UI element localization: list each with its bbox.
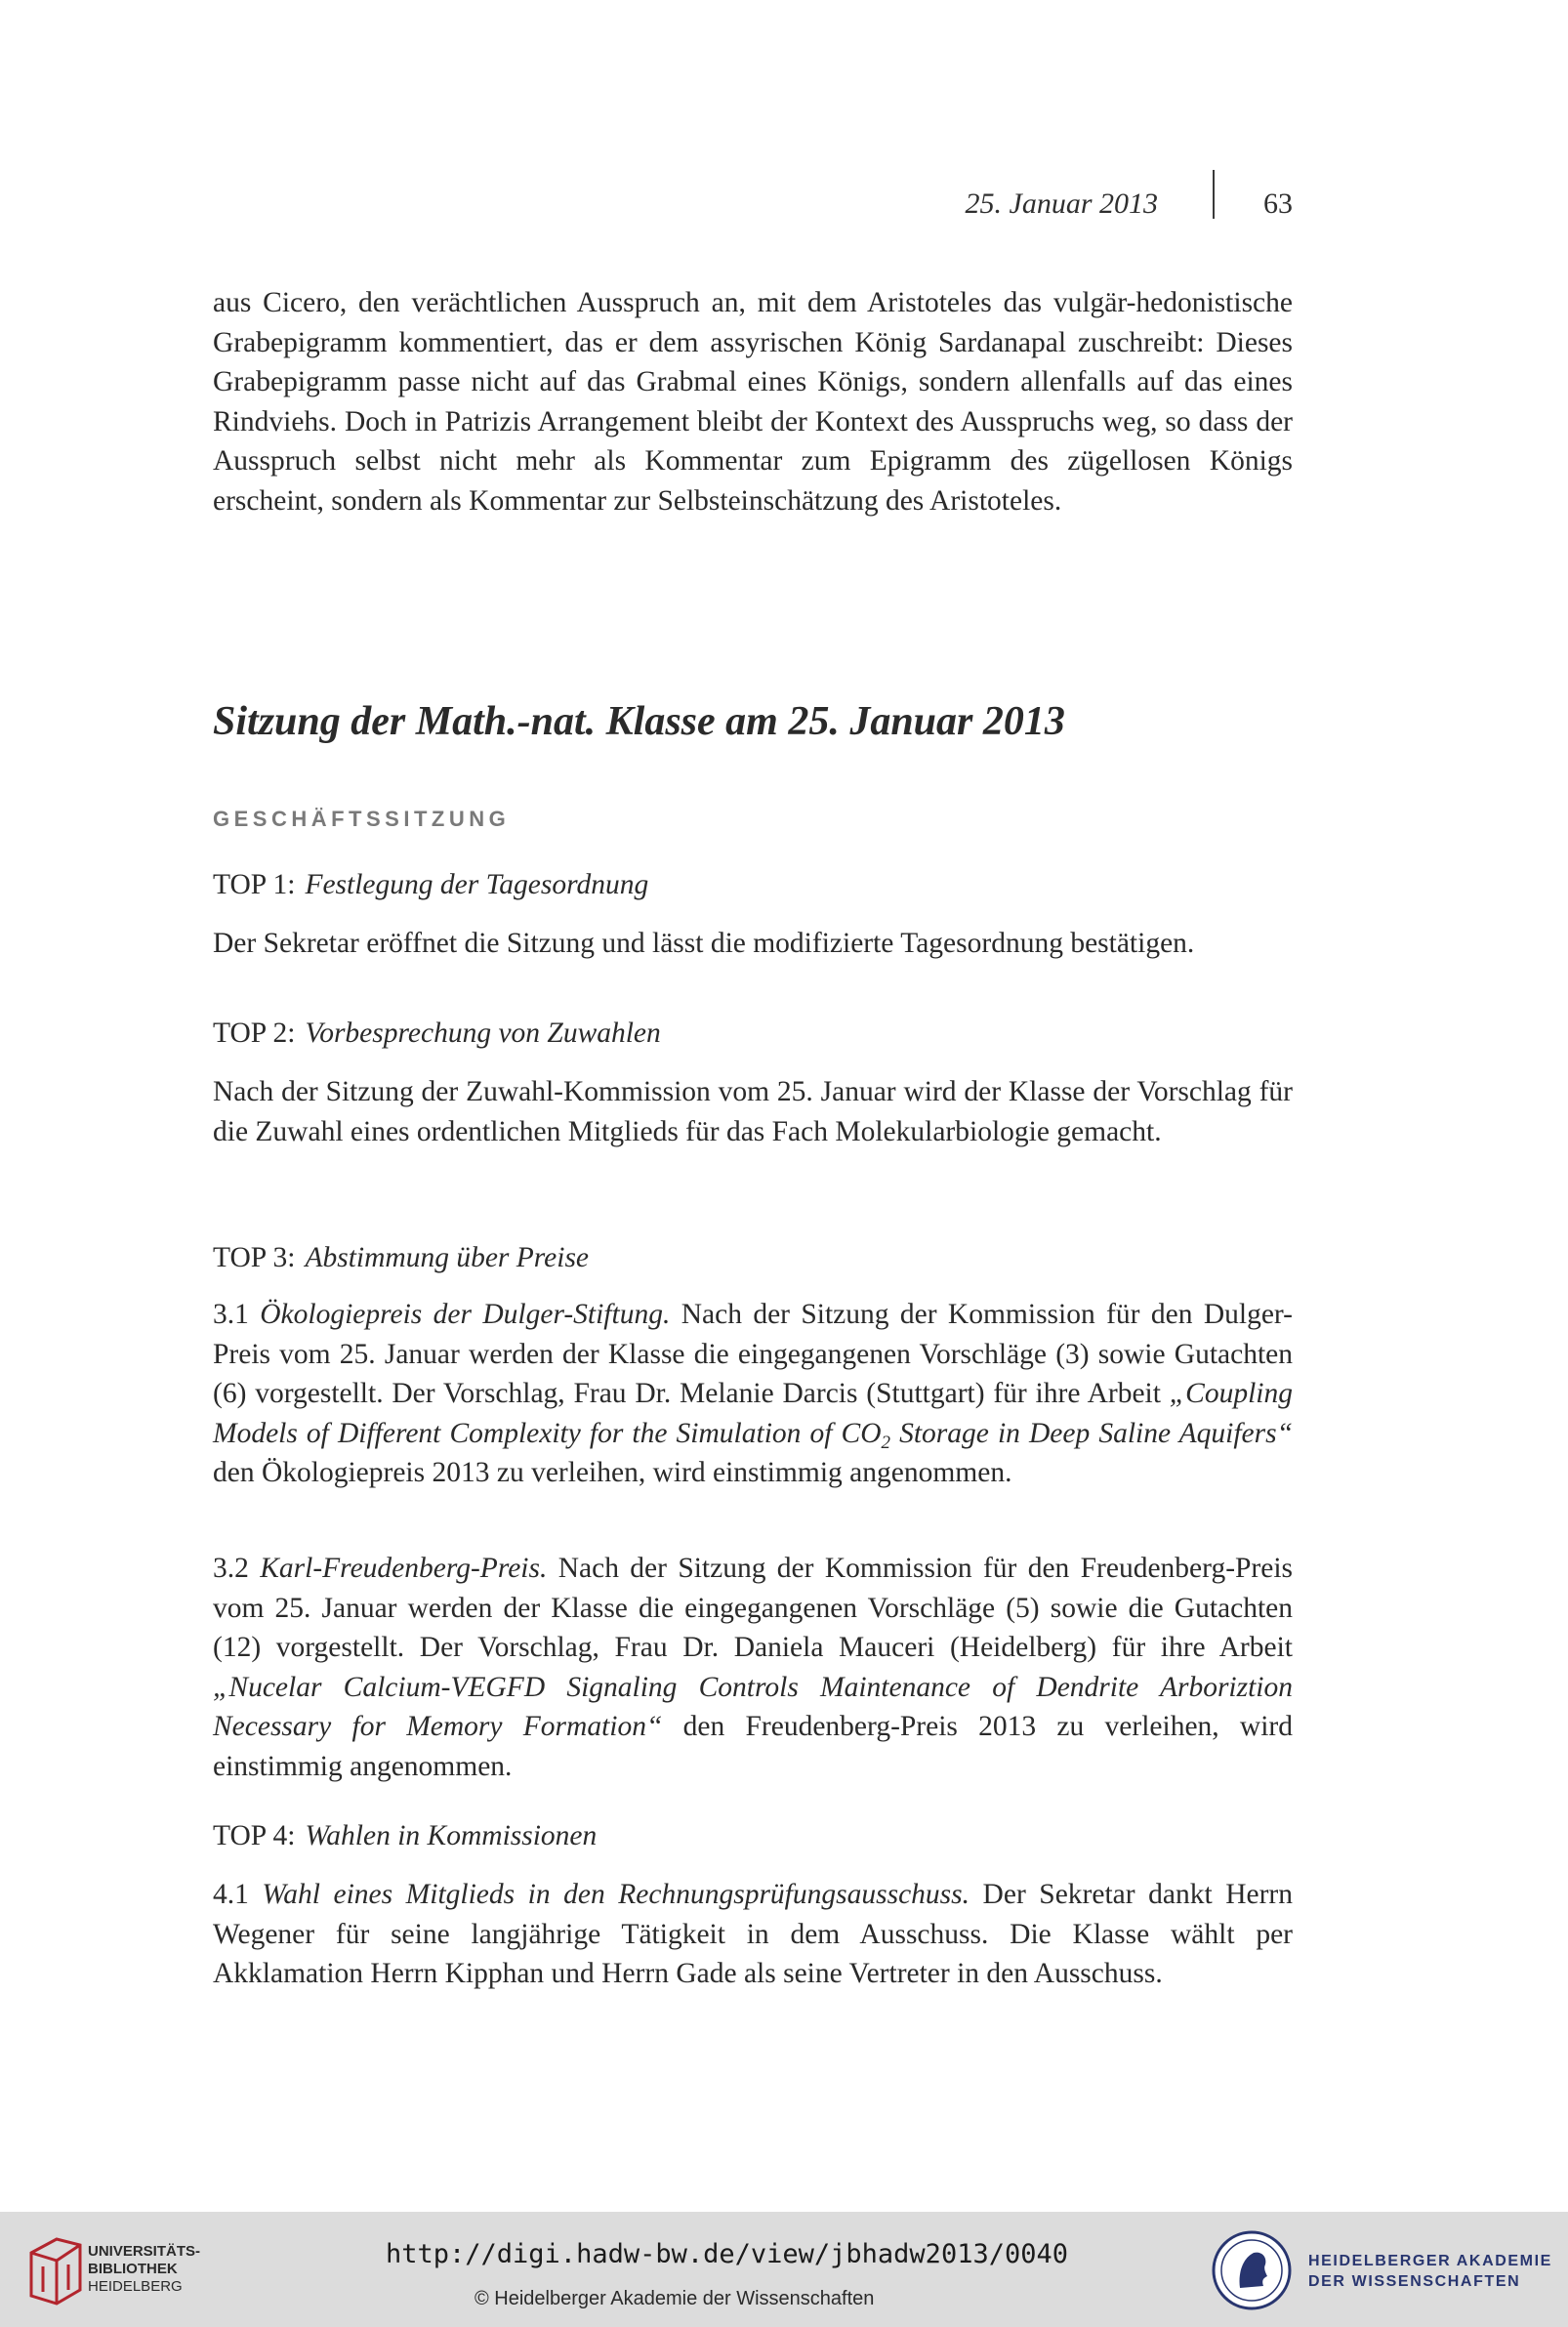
library-line2: BIBLIOTHEK (88, 2261, 178, 2277)
top1-topic: Festlegung der Tagesordnung (305, 869, 649, 900)
academy-seal-icon (1211, 2229, 1293, 2311)
library-line1: UNIVERSITÄTS- (88, 2243, 201, 2260)
copyright-notice: © Heidelberger Akademie der Wissenschaften (475, 2288, 875, 2309)
top1-text: Der Sekretar eröffnet die Sitzung und lässt die modifizierte Tagesordnung bestätigen. (213, 928, 1195, 959)
intro-paragraph: aus Cicero, den verächtlichen Ausspruch an, mit dem Aristoteles das vulgär-hedonistische Grabepigramm kommentiert, das er dem assyrischen König Sardanapal zuschreibt: Dieses Grabepigramm passe nicht auf das Grabmal eines Königs, sondern allenfalls auf das eines Rindviehs. Doch in Patrizis Arrangement bleibt der Kontext des Ausspruchs weg, so dass der Ausspruch selbst nicht mehr als Kommentar zum Epigramm des zügellosen Königs erscheint, sondern als Kommentar zur Selbsteinschätzung des Aristoteles. (213, 287, 1293, 517)
top3-item1 (213, 1295, 1293, 1493)
section-title: Sitzung der Math.-nat. Klasse am 25. Januar 2013 (213, 699, 1065, 744)
subsection-heading: GESCHÄFTSSITZUNG (213, 807, 511, 831)
top2-label: TOP 2: (213, 1018, 296, 1049)
top1-label: TOP 1: (213, 869, 296, 900)
running-head-date: 25. Januar 2013 (965, 187, 1158, 220)
top3-item1-work-b: Storage in Deep Saline Aquifers“ (890, 1417, 1293, 1449)
academy-line1: HEIDELBERGER AKADEMIE (1308, 2253, 1552, 2269)
top4-heading (213, 1820, 597, 1852)
page-number: 63 (1263, 187, 1293, 220)
running-head (213, 166, 1293, 225)
top4-topic: Wahlen in Kommissionen (305, 1820, 598, 1851)
top2-text: Nach der Sitzung der Zuwahl-Kommission vom 25. Januar wird der Klasse der Vorschlag für die Zuwahl eines ordentlichen Mitglieds für das Fach Molekularbiologie gemacht. (213, 1076, 1293, 1147)
top3-item2-title: Karl-Freudenberg-Preis. (260, 1553, 548, 1584)
top4-item1-title: Wahl eines Mitglieds in den Rechnungsprüfungsausschuss. (262, 1879, 970, 1910)
top3-item1-title: Ökologiepreis der Dulger-Stiftung. (260, 1299, 671, 1330)
top3-item2-text-a: Nach der Sitzung der Kommission für den Freudenberg-Preis vom 25. Januar werden der Klasse die eingegangenen Vorschläge (5) sowie die Gutachten (12) vorgestellt. Der Vorschlag, Frau Dr. Daniela Mauceri (Heidelberg) für ihre Arbeit (213, 1553, 1294, 1663)
footer-bar (0, 2212, 1568, 2327)
running-head-divider (1213, 170, 1215, 219)
top3-item1-work-sub: 2 (881, 1432, 891, 1453)
top3-item2-text-b: den Freudenberg-Preis 2013 zu verleihen, wird einstimmig angenommen. (213, 1711, 1294, 1782)
top2-heading (213, 1018, 661, 1050)
top3-item1-work-a: „Coupling Models of Different Complexity for the Simulation of CO (213, 1378, 1293, 1449)
top3-item2 (213, 1549, 1293, 1786)
top3-heading (213, 1242, 589, 1274)
top3-item2-number: 3.2 (213, 1553, 249, 1584)
top3-item1-text-b: den Ökologiepreis 2013 zu verleihen, wird einstimmig angenommen. (213, 1457, 1012, 1488)
academy-name (1308, 2251, 1552, 2292)
top3-label: TOP 3: (213, 1242, 296, 1273)
top3-item2-work: „Nucelar Calcium-VEGFD Signaling Controls Maintenance of Dendrite Arboriztion Necessary for Memory Formation“ (213, 1671, 1293, 1742)
top2-topic: Vorbesprechung von Zuwahlen (305, 1018, 661, 1049)
top3-item1-number: 3.1 (213, 1299, 249, 1330)
top3-item1-text-a: Nach der Sitzung der Kommission für den Dulger-Preis vom 25. Januar werden der Klasse die eingegangenen Vorschläge (3) sowie Gutachten (6) vorgestellt. Der Vorschlag, Frau Dr. Melanie Darcis (Stuttgart) für ihre Arbeit (213, 1299, 1293, 1409)
library-line3: HEIDELBERG (88, 2278, 183, 2295)
top4-item1-text: Der Sekretar dankt Herrn Wegener für seine langjährige Tätigkeit in dem Ausschuss. Die Klasse wählt per Akklamation Herrn Kipphan und Herrn Gade als seine Vertreter in den Ausschuss. (213, 1879, 1294, 1989)
top1-heading (213, 869, 648, 901)
university-library-name (88, 2243, 200, 2296)
source-url-link[interactable]: http://digi.hadw-bw.de/view/jbhadw2013/0040 (386, 2239, 1068, 2269)
top4-item1 (213, 1875, 1293, 1994)
academy-line2: DER WISSENSCHAFTEN (1308, 2273, 1521, 2290)
top4-item1-number: 4.1 (213, 1879, 249, 1910)
top3-topic: Abstimmung über Preise (305, 1242, 590, 1273)
top4-label: TOP 4: (213, 1820, 296, 1851)
